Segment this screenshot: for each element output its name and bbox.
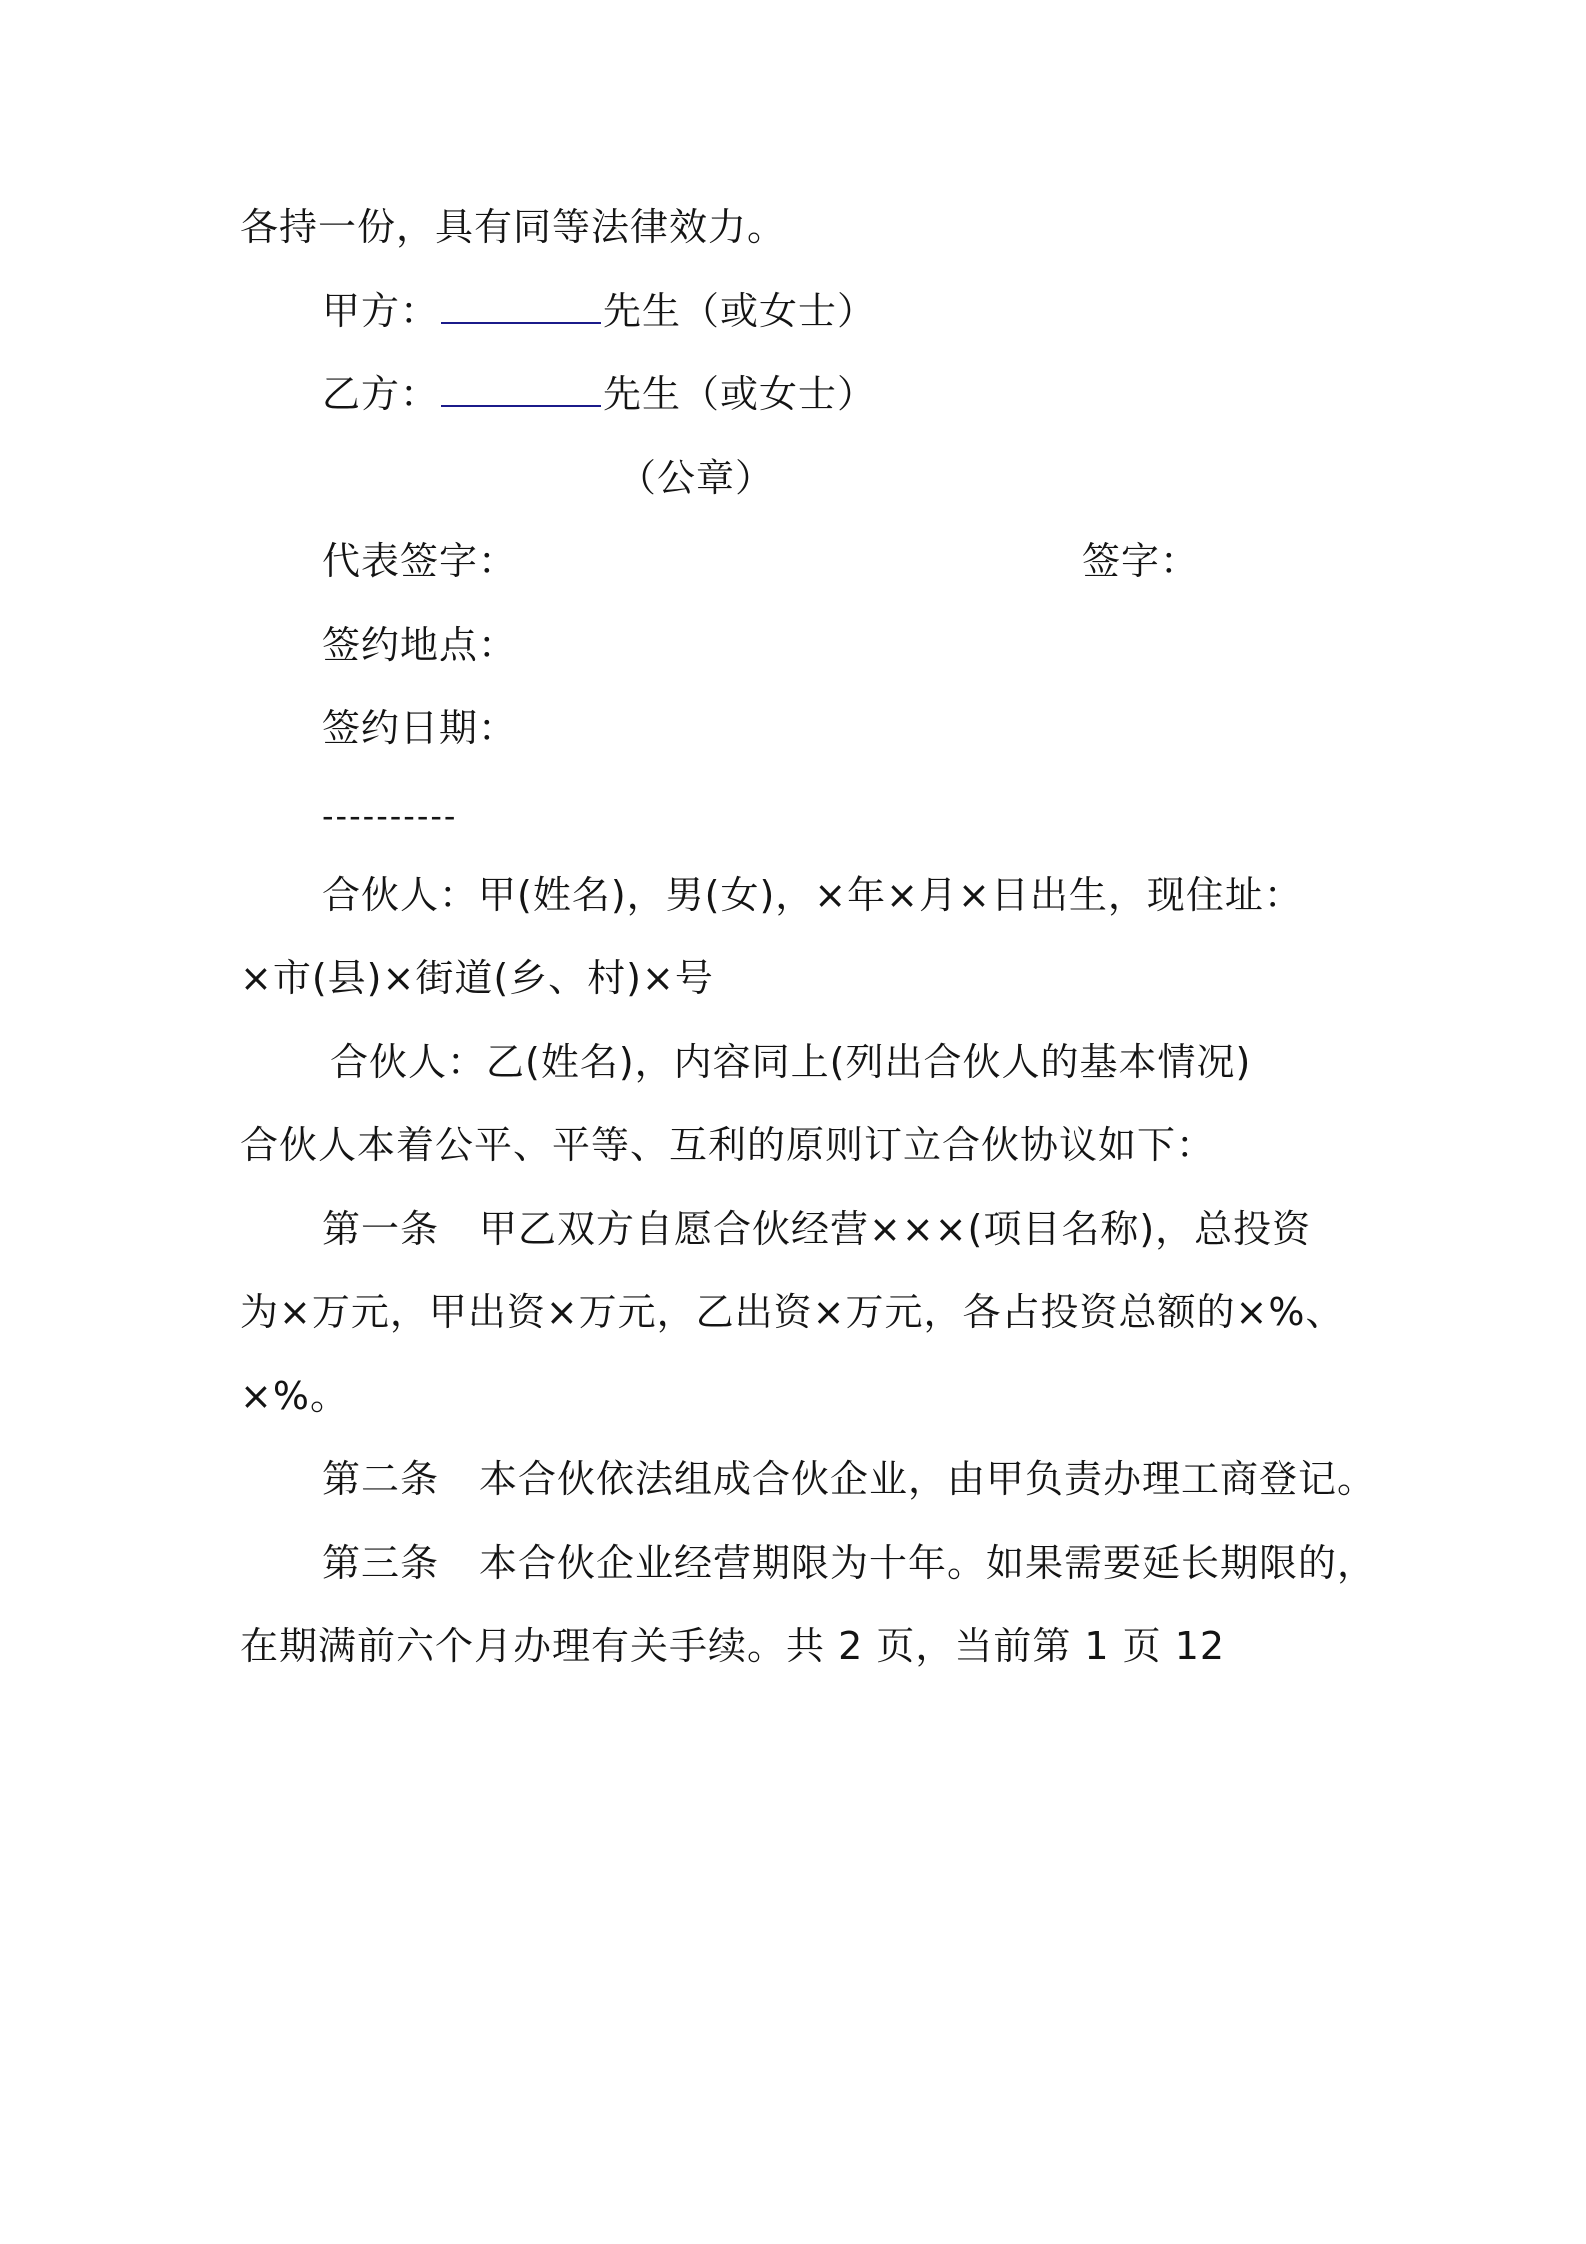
preamble: 合伙人本着公平、平等、互利的原则订立合伙协议如下： <box>240 1123 1216 1167</box>
sign-date-label: 签约日期： <box>322 706 518 750</box>
party-a-name-blank <box>441 292 601 324</box>
article-1-title: 第一条 <box>322 1207 440 1251</box>
partner-a-line-2: ×市(县)×街道(乡、村)×号 <box>240 956 714 1000</box>
text-line: 各持一份，具有同等法律效力。 <box>240 205 787 249</box>
separator: ---------- <box>322 797 458 835</box>
article-2-text: 本合伙依法组成合伙企业，由甲负责办理工商登记。 <box>479 1457 1377 1501</box>
article-1-text: 甲乙双方自愿合伙经营×××(项目名称)，总投资 <box>479 1207 1312 1251</box>
party-b-name-blank <box>441 375 601 407</box>
rep-sign-label: 代表签字： <box>322 539 518 583</box>
article-2-line <box>322 1455 1376 1503</box>
seal-label: （公章） <box>618 456 775 500</box>
party-a-label: 甲方： <box>322 289 440 333</box>
party-b-line <box>322 370 876 418</box>
sign-label: 签字： <box>1082 539 1200 583</box>
party-a-line <box>322 287 876 335</box>
article-1-line-1 <box>322 1205 1311 1253</box>
article-1-line-2: 为×万元，甲出资×万元，乙出资×万元，各占投资总额的×%、 <box>240 1290 1345 1334</box>
article-3-line-1 <box>322 1539 1376 1587</box>
sign-place-label: 签约地点： <box>322 623 518 667</box>
partner-a-line-1: 合伙人：甲(姓名)，男(女)，×年×月×日出生，现住址： <box>322 873 1303 917</box>
article-3-title: 第三条 <box>322 1541 440 1585</box>
article-3-line-2: 在期满前六个月办理有关手续。共 2 页，当前第 1 页 12 <box>240 1624 1226 1668</box>
article-2-title: 第二条 <box>322 1457 440 1501</box>
partner-b-line: 合伙人：乙(姓名)，内容同上(列出合伙人的基本情况) <box>330 1040 1252 1084</box>
party-b-label: 乙方： <box>322 372 440 416</box>
party-b-suffix: 先生（或女士） <box>603 372 877 416</box>
party-a-suffix: 先生（或女士） <box>603 289 877 333</box>
article-1-line-3: ×%。 <box>240 1374 349 1418</box>
article-3-text: 本合伙企业经营期限为十年。如果需要延长期限的， <box>479 1541 1377 1585</box>
